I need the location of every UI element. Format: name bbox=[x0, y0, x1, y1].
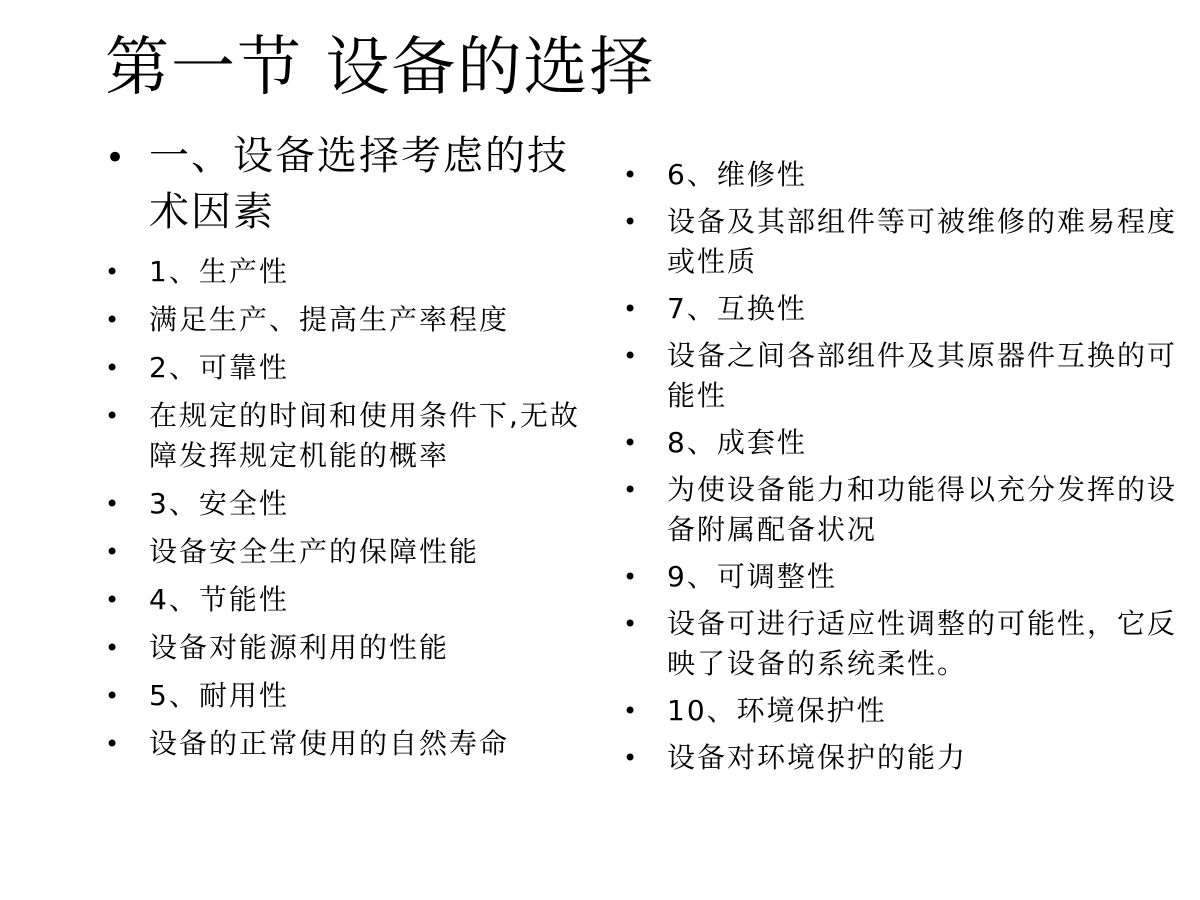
criterion-description: • 设备之间各部组件及其原器件互换的可能性 bbox=[623, 336, 1183, 416]
criterion-title: • 5、耐用性 bbox=[105, 676, 595, 716]
criterion-description: • 为使设备能力和功能得以充分发挥的设备附属配备状况 bbox=[623, 470, 1183, 550]
criterion-description: • 满足生产、提高生产率程度 bbox=[105, 300, 595, 340]
criterion-description: • 在规定的时间和使用条件下,无故障发挥规定机能的概率 bbox=[105, 396, 595, 476]
criterion-title: • 2、可靠性 bbox=[105, 348, 595, 388]
left-bullet-list bbox=[105, 128, 595, 772]
right-bullet-list bbox=[623, 155, 1183, 785]
criterion-description: • 设备对能源利用的性能 bbox=[105, 628, 595, 668]
criterion-title: • 10、环境保护性 bbox=[623, 691, 1183, 731]
section-heading: • 一、设备选择考虑的技术因素 bbox=[105, 128, 595, 240]
criterion-title: • 8、成套性 bbox=[623, 423, 1183, 463]
criterion-title: • 4、节能性 bbox=[105, 580, 595, 620]
criterion-description: • 设备安全生产的保障性能 bbox=[105, 532, 595, 572]
criterion-description: • 设备可进行适应性调整的可能性，它反映了设备的系统柔性。 bbox=[623, 604, 1183, 684]
criterion-description: • 设备的正常使用的自然寿命 bbox=[105, 724, 595, 764]
criterion-title: • 6、维修性 bbox=[623, 155, 1183, 195]
criterion-title: • 3、安全性 bbox=[105, 484, 595, 524]
criterion-description: • 设备对环境保护的能力 bbox=[623, 738, 1183, 778]
criterion-title: • 9、可调整性 bbox=[623, 557, 1183, 597]
criterion-title: • 1、生产性 bbox=[105, 252, 595, 292]
criterion-title: • 7、互换性 bbox=[623, 289, 1183, 329]
criterion-description: • 设备及其部组件等可被维修的难易程度或性质 bbox=[623, 202, 1183, 282]
slide-title: 第一节 设备的选择 bbox=[105, 31, 656, 105]
